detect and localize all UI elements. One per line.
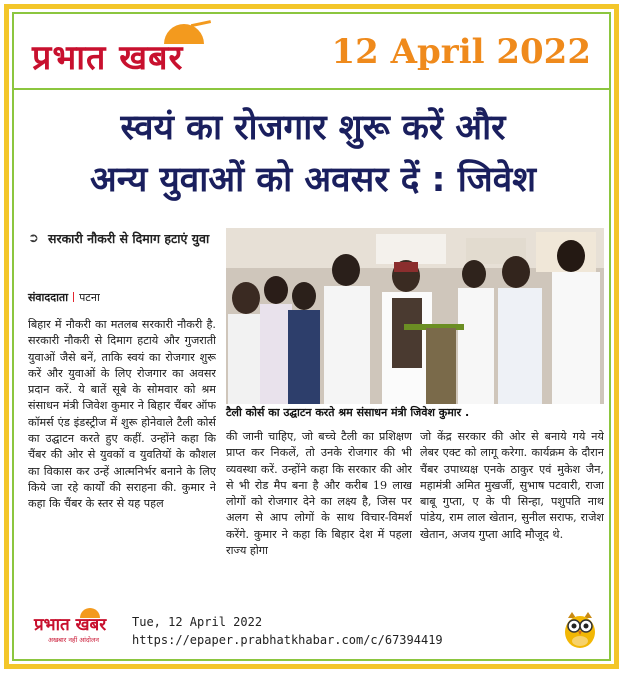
byline <box>28 290 100 306</box>
masthead-divider <box>14 88 609 90</box>
body-column-3 <box>420 429 604 594</box>
footer-date: Tue, 12 April 2022 <box>132 615 263 629</box>
body-column-1 <box>28 317 216 594</box>
arrow-icon: ➲ <box>28 231 39 246</box>
photo-illustration <box>226 228 604 404</box>
headline-line-1: स्वयं का रोजगार शुरू करें और <box>120 108 506 148</box>
epaper-link[interactable]: https://epaper.prabhatkhabar.com/c/67394419 <box>132 633 443 647</box>
clipping-frame <box>12 12 611 661</box>
footer-logo: प्रभात खबर <box>34 615 107 635</box>
footer-tagline: अखबार नहीं आंदोलन <box>48 636 100 644</box>
body-column-2 <box>226 429 412 594</box>
edition-date: 12 April 2022 <box>331 32 591 72</box>
byline-city: पटना <box>79 291 100 304</box>
headline-line-2: अन्य युवाओं को अवसर दें : जिवेश <box>89 160 537 200</box>
headline <box>24 102 602 206</box>
byline-separator <box>73 292 74 302</box>
byline-role: संवाददाता <box>28 291 69 304</box>
footer <box>14 600 609 660</box>
deck-text: सरकारी नौकरी से दिमाग हटाएं युवा <box>48 231 210 246</box>
body-text-3: जो केंद्र सरकार की ओर से बनाये गये नये लेबर एक्ट को लागू करेगा. कार्यक्रम के दौरान चैंबर उपाध्यक्ष एनके ठाकुर एवं मुकेश जैन, महामंत्री अमित मुखर्जी, सुभाष पटवारी, राजा बाबू गुप्ता, ए के पी सिन्हा, पशुपति नाथ पांडेय, राम लाल खेतान, सुनील सराफ, राजेश खेतान, अजय गुप्ता आदि मौजूद थे. <box>420 430 604 541</box>
photo-caption: टैली कोर्स का उद्घाटन करते श्रम संसाधन मंत्री जिवेश कुमार . <box>226 406 470 419</box>
owl-icon <box>562 610 598 650</box>
newspaper-logo: प्रभात खबर <box>32 38 184 78</box>
body-text-1: बिहार में नौकरी का मतलब सरकारी नौकरी है. सरकारी नौकरी से दिमाग हटाये और गुजराती युवाओं जैसे बनें, ताकि स्वयं का रोजगार शुरू करें और युवाओं के लिए रोजगार का अवसर प्रदान करें. ये बातें सूबे के सोमवार को श्रम संसाधन मंत्री जिवेश कुमार ने बिहार चैंबर ऑफ कॉमर्स एंड इंडस्ट्रीज में शुरू होनेवाले टैली कोर्स का उद्घाटन करते हुए कहीं. उन्होंने कहा कि चैंबर की ओर से युवकों व युवतियों के कौशल का विकास कर उन्हें आत्मनिर्भर बनाने के लिए किये जा रहे कार्यों की सराहना की. कुमार ने कहा कि चैंबर के स्तर से यह पहल <box>28 318 216 511</box>
news-photo <box>226 228 604 404</box>
masthead <box>14 14 609 88</box>
body-text-2: की जानी चाहिए, जो बच्चे टैली का प्रशिक्षण प्राप्त कर निकलें, तो उनके रोजगार की भी व्यवस्था करें. उन्होंने कहा कि सरकार की ओर से भी रोड मैप बना है और करीब 19 लाख लोगों को रोजगार देने का लक्ष्य है, जिस पर अलग से आप लोगों के साथ विचार-विमर्श करेंगे. कुमार ने कहा कि बिहार देश में पहला राज्य होगा <box>226 430 412 558</box>
